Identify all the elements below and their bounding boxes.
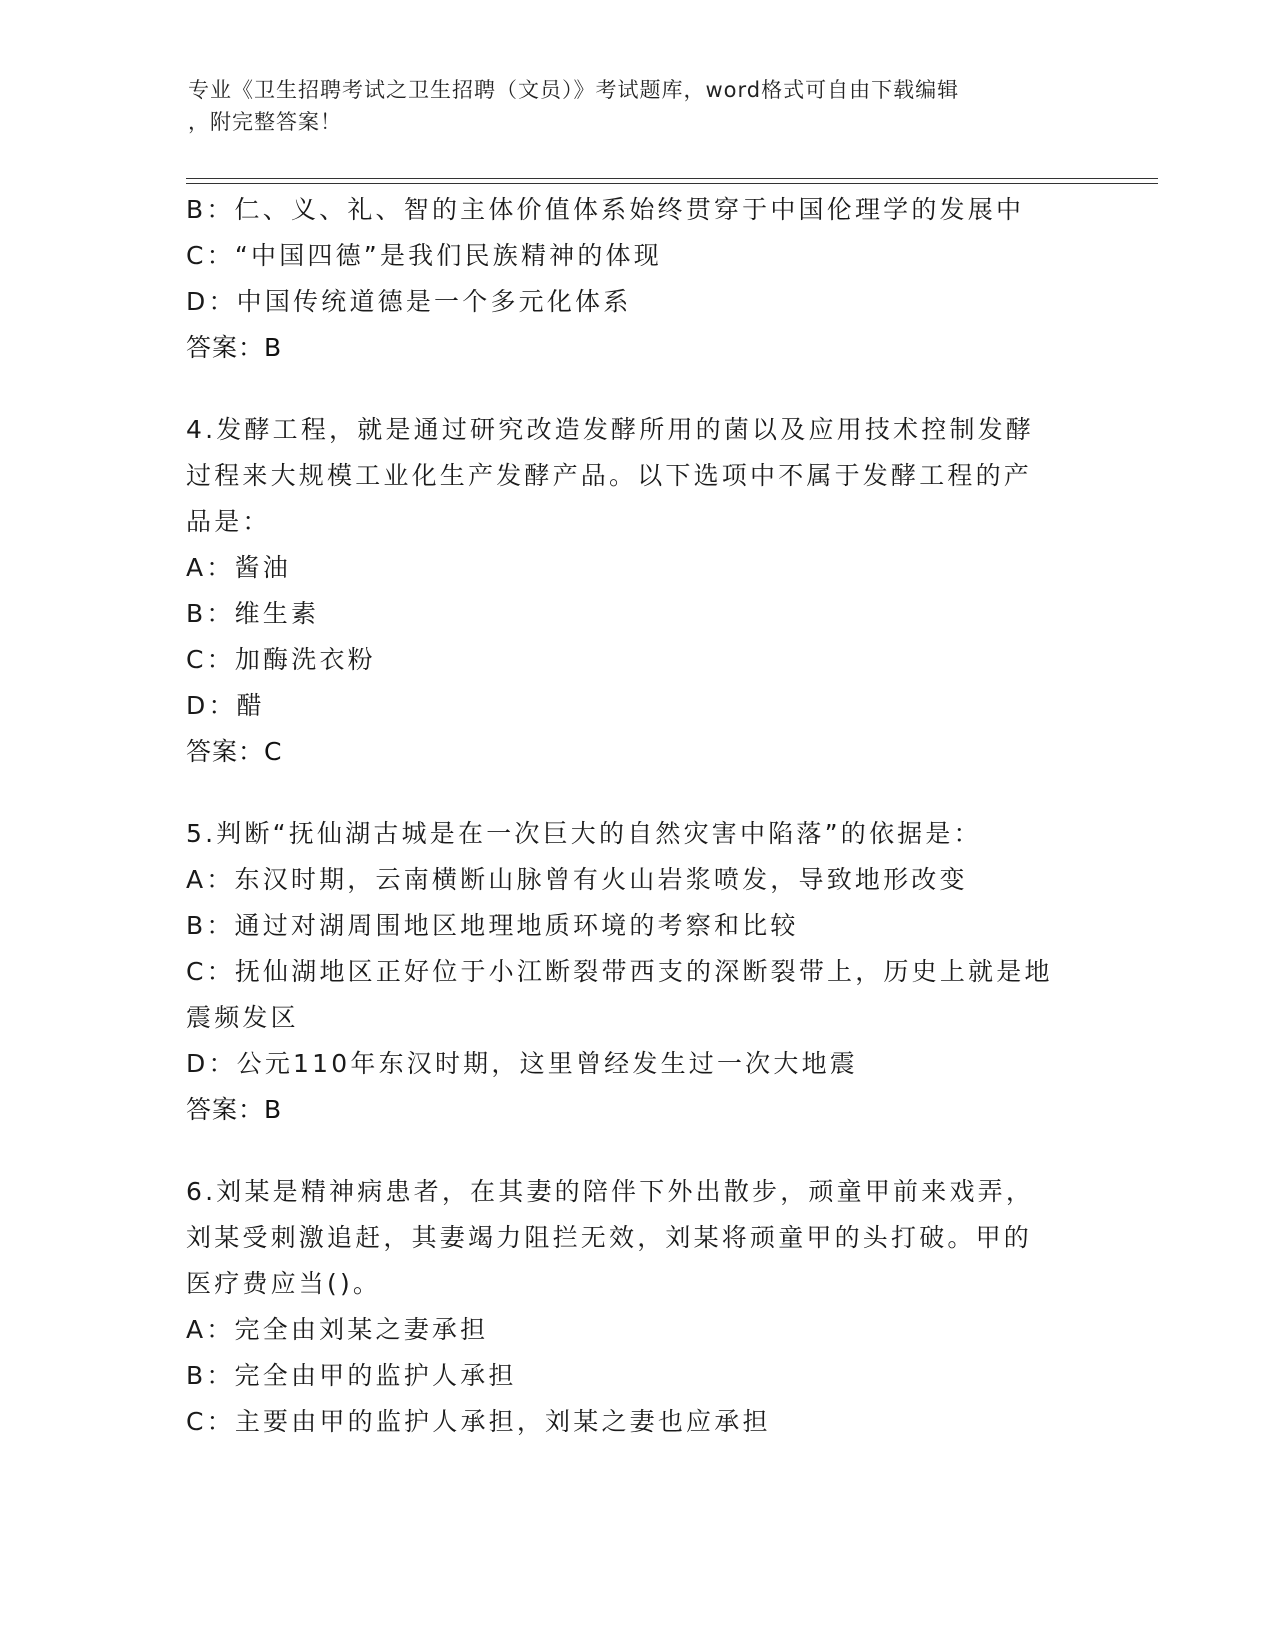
q6-option-c: C：主要由甲的监护人承担，刘某之妻也应承担 — [186, 1407, 771, 1436]
q5-option-c-line-2: 震频发区 — [186, 1003, 299, 1032]
q5-option-b: B：通过对湖周围地区地理地质环境的考察和比较 — [186, 911, 799, 940]
q6-stem-line-2: 刘某受刺激追赶，其妻竭力阻拦无效，刘某将顽童甲的头打破。甲的 — [186, 1223, 1033, 1252]
question-5-block — [186, 811, 1086, 1133]
header-rule-top — [186, 178, 1158, 179]
q6-option-b: B：完全由甲的监护人承担 — [186, 1361, 517, 1390]
document-header — [188, 74, 1068, 138]
q5-option-a: A：东汉时期，云南横断山脉曾有火山岩浆喷发，导致地形改变 — [186, 865, 968, 894]
q6-stem-line-3: 医疗费应当()。 — [186, 1269, 382, 1298]
q4-option-d: D：醋 — [186, 691, 265, 720]
q5-stem: 5.判断“抚仙湖古城是在一次巨大的自然灾害中陷落”的依据是： — [186, 819, 982, 848]
header-line-1: 专业《卫生招聘考试之卫生招聘（文员）》考试题库，word格式可自由下载编辑 — [188, 78, 960, 102]
q4-stem-line-3: 品是： — [186, 507, 271, 536]
q3-option-c: C：“中国四德”是我们民族精神的体现 — [186, 241, 662, 270]
q4-answer: 答案：C — [186, 737, 283, 766]
q5-answer: 答案：B — [186, 1095, 283, 1124]
q3-option-b: B：仁、义、礼、智的主体价值体系始终贯穿于中国伦理学的发展中 — [186, 195, 1025, 224]
q4-stem-line-1: 4.发酵工程，就是通过研究改造发酵所用的菌以及应用技术控制发酵 — [186, 415, 1035, 444]
q3-option-d: D：中国传统道德是一个多元化体系 — [186, 287, 632, 316]
question-6-block — [186, 1169, 1086, 1445]
header-line-2: ，附完整答案！ — [188, 110, 342, 134]
q4-option-b: B：维生素 — [186, 599, 320, 628]
q4-option-a: A：酱油 — [186, 553, 291, 582]
q5-option-d: D：公元110年东汉时期，这里曾经发生过一次大地震 — [186, 1049, 858, 1078]
document-body — [186, 187, 1086, 1445]
header-rule-bottom — [186, 183, 1158, 184]
question-3-block — [186, 187, 1086, 371]
question-4-block — [186, 407, 1086, 775]
q6-option-a: A：完全由刘某之妻承担 — [186, 1315, 489, 1344]
q5-option-c-line-1: C：抚仙湖地区正好位于小江断裂带西支的深断裂带上，历史上就是地 — [186, 957, 1053, 986]
q4-stem-line-2: 过程来大规模工业化生产发酵产品。以下选项中不属于发酵工程的产 — [186, 461, 1033, 490]
q4-option-c: C：加酶洗衣粉 — [186, 645, 376, 674]
q6-stem-line-1: 6.刘某是精神病患者，在其妻的陪伴下外出散步，顽童甲前来戏弄， — [186, 1177, 1035, 1206]
q3-answer: 答案：B — [186, 333, 283, 362]
